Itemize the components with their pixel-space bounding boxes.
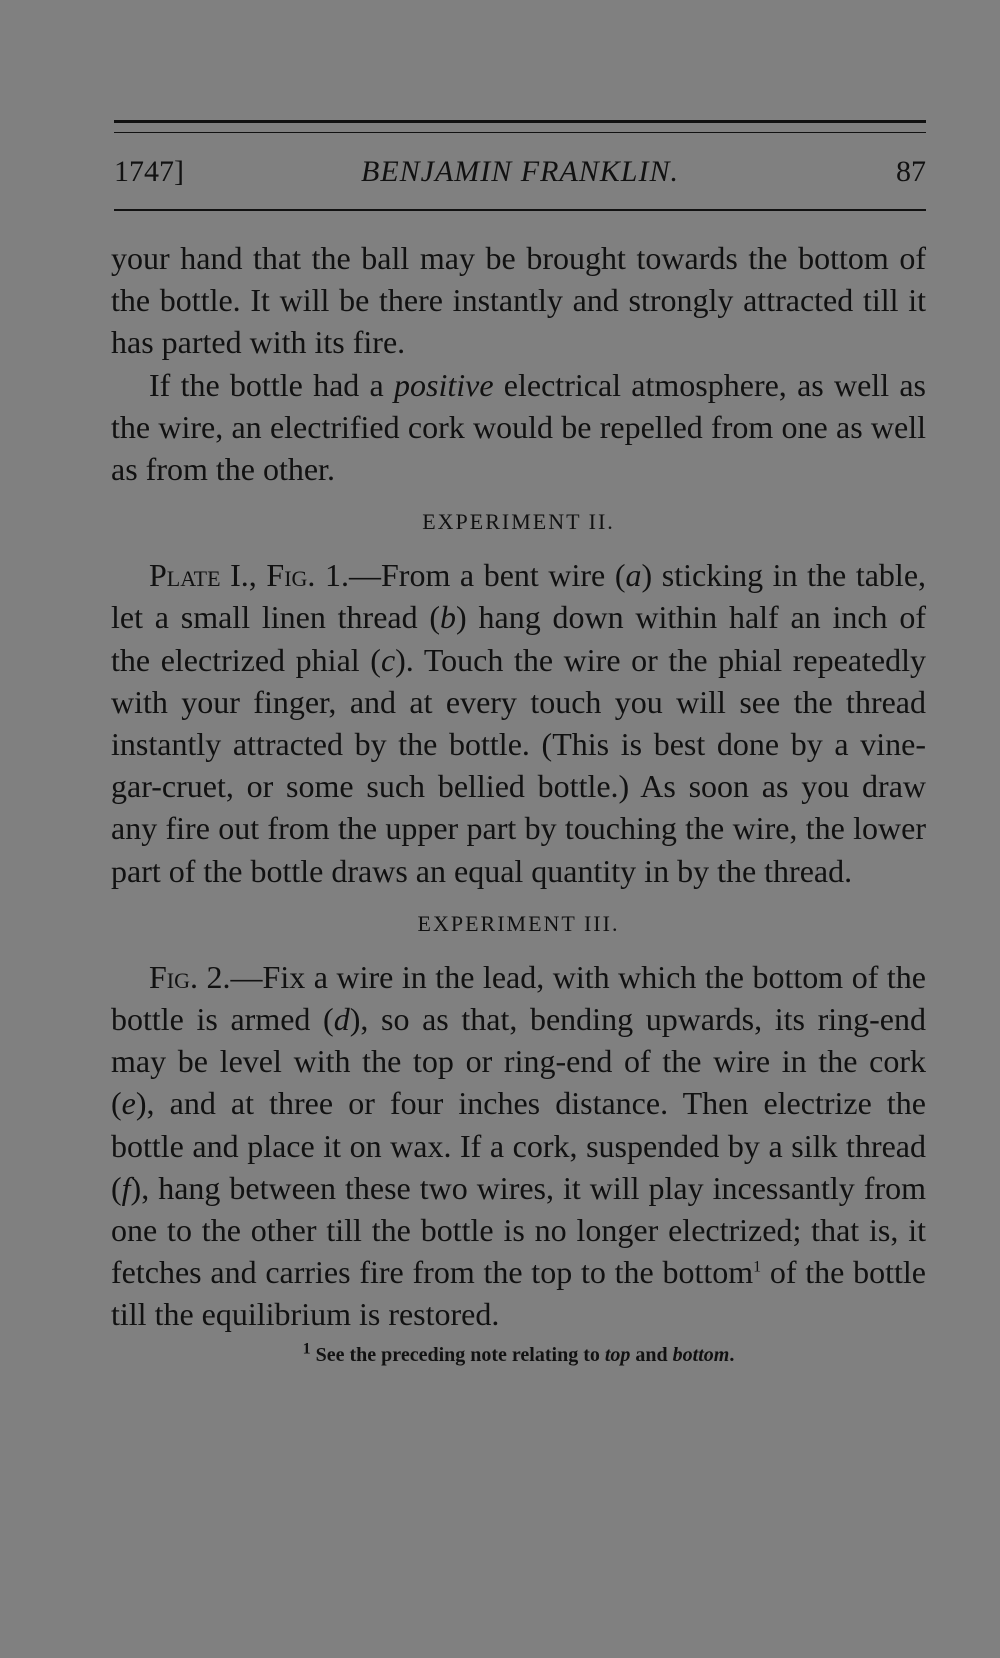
paragraph-text: —From a bent wire (: [349, 557, 626, 594]
page-number: 87: [896, 155, 926, 188]
paragraph-text: of the bottle till the equilibrium is restored.: [111, 1254, 927, 1333]
footnote-number: 1: [302, 1340, 311, 1358]
experiment-2-heading: EXPERIMENT II.: [422, 509, 615, 535]
paragraph-text: your hand that the ball may be brought towards the bottom of the bottle. It will be there instantly and strongly attracted till it has parted with its fire.: [111, 240, 926, 361]
header-year: 1747]: [114, 155, 184, 188]
figure-reference: Plate I., Fig. 1.: [149, 557, 349, 594]
paragraph-text: —Fix a wire in the lead, with which the bottom of the bottle is armed (: [111, 958, 927, 1038]
header-rule-top-thin: [114, 132, 926, 133]
page-body: [111, 237, 926, 1368]
footnote-text: .: [729, 1343, 735, 1366]
paragraph-positive-atmosphere: [111, 364, 926, 491]
paragraph-text: ), hang between these two wires, it will play incessantly from one to the other till the bottle is no longer electrized; that is, it fetches and carries fire from the top to the bottom: [111, 1169, 926, 1291]
paragraph-text: electrical atmosphere, as well as the wire, an electrified cork would be repelled from one as well as from the other.: [111, 366, 927, 488]
figure-letter: e: [121, 1085, 136, 1122]
running-head: [114, 152, 926, 192]
footnote-marker: 1: [753, 1258, 762, 1276]
figure-letter: c: [380, 641, 396, 678]
footnote-text: and: [630, 1343, 673, 1366]
header-title: BENJAMIN FRANKLIN.: [361, 155, 679, 188]
header-rule-top: [114, 120, 926, 123]
footnote: [111, 1342, 926, 1368]
figure-reference: Fig. 2.: [149, 958, 231, 995]
paragraph-text: ). Touch the wire or the phial repeatedly with your finger, and at every touch you will see the thread instantly attracted by the bottle. (This is best done by a vinegar-cruet, or some such bellied bottle.) As soon as you draw any fire out from the upper part by touching the wire, the lower part of the bottle draws an equal quantity in by the thread.: [111, 641, 927, 889]
figure-letter: b: [440, 599, 457, 636]
paragraph-text: If the bottle had a: [149, 366, 395, 403]
header-rule-bottom: [114, 209, 926, 211]
paragraph-continued: [111, 237, 926, 364]
paragraph-text: ), so as that, bending upwards, its ring-end may be level with the top or ring-end of the wire in the cork (: [111, 1001, 927, 1122]
experiment-3-text: [111, 956, 926, 1336]
experiment-3-heading: EXPERIMENT III.: [417, 910, 620, 936]
figure-letter: a: [625, 557, 642, 594]
footnote-emphasis-bottom: bottom: [672, 1343, 730, 1366]
experiment-2-text: [111, 554, 926, 892]
footnote-emphasis-top: top: [604, 1343, 631, 1366]
figure-letter: d: [333, 1001, 350, 1038]
paragraph-text: ), and at three or four inches distance. Then electrize the bottle and place it on wax. If a cork, suspended by a silk thread (: [111, 1085, 926, 1206]
paragraph-text: ) sticking in the table, let a small linen thread (: [111, 557, 927, 636]
figure-letter: f: [121, 1169, 131, 1206]
footnote-text: See the preceding note relating to: [310, 1343, 605, 1366]
emphasis-positive: positive: [394, 366, 494, 403]
paragraph-text: ) hang down within half an inch of the electrized phial (: [111, 599, 927, 678]
